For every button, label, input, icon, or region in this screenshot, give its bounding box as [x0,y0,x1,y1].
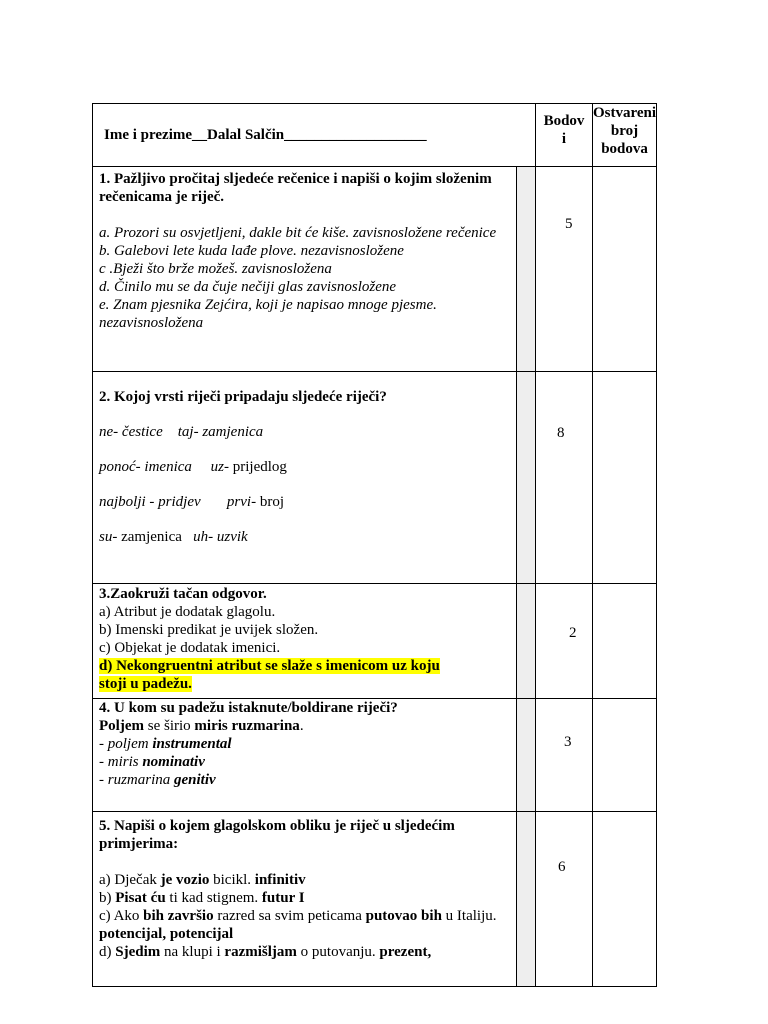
word-pair-line: najbolji - pridjev prvi- broj [99,494,284,510]
question-row [93,584,657,699]
points-column-header [536,104,593,167]
question-title: 5. Napiši o kojem glagolskom obliku je riječ u sljedećim primjerima: [99,818,455,852]
option-line: c) Objekat je dodatak imenici. [99,640,281,656]
example-line: a) Dječak je vozio bicikl. infinitiv [99,872,306,888]
selected-answer: d) Nekongruentni atribut se slaže s imenicom uz koju [99,658,440,674]
points-value: 3 [564,734,572,750]
achieved-header-line: Ostvareni [593,105,657,121]
spacer-cell [517,699,536,812]
points-cell [536,812,593,987]
points-value: 2 [569,625,577,641]
answer-line: - ruzmarina genitiv [99,772,216,788]
achieved-header-line: broj [610,123,639,139]
answer-line: c .Bježi što brže možeš. zavisnosložena [99,261,332,277]
word-pair-line: ponoć- imenica uz- prijedlog [99,459,287,475]
answer-line: e. Znam pjesnika Zejćira, koji je napisao mnoge pjesme. nezavisnosložena [99,297,437,331]
answer-line: a. Prozori su osvjetljeni, dakle bit će kiše. zavisnosložene rečenice [99,225,497,241]
question-row [93,372,657,584]
points-value: 8 [557,425,565,441]
student-name: Ime i prezime__Dalal Salčin___________________ [93,104,536,167]
word-pair-line: su- zamjenica uh- uzvik [99,529,248,545]
answer-line: d. Činilo mu se da čuje nečiji glas zavisnosložene [99,279,397,295]
question-title: 2. Kojoj vrsti riječi pripadaju sljedeće riječi? [99,389,387,405]
points-cell [536,699,593,812]
achieved-points-cell[interactable] [593,699,657,812]
question-title: 1. Pažljivo pročitaj sljedeće rečenice i napiši o kojim složenim rečenicama je riječ. [99,171,492,205]
points-cell [536,584,593,699]
word-pair-line: ne- čestice taj- zamjenica [99,424,264,440]
question-row [93,167,657,372]
spacer-cell [517,584,536,699]
question-row [93,812,657,987]
points-header-line: i [561,131,567,147]
question-1 [93,167,517,372]
achieved-points-cell[interactable] [593,372,657,584]
example-line: c) Ako bih završio razred sa svim peticama putovao bih u Italiju. [99,908,497,924]
spacer-cell [517,372,536,584]
achieved-points-cell[interactable] [593,167,657,372]
spacer-cell [517,812,536,987]
answer-line: b. Galebovi lete kuda lađe plove. nezavisnosložene [99,243,404,259]
example-sentence: Poljem se širio miris ruzmarina. [99,718,304,734]
question-title: 4. U kom su padežu istaknute/boldirane riječi? [99,700,398,716]
points-value: 6 [558,859,566,875]
example-line: b) Pisat ću ti kad stignem. futur I [99,890,305,906]
points-cell [536,372,593,584]
selected-answer: stoji u padežu. [99,676,192,692]
answer-line: - poljem instrumental [99,736,232,752]
points-value: 5 [565,216,573,232]
question-4 [93,699,517,812]
header-row [93,104,657,167]
question-title: 3.Zaokruži tačan odgovor. [99,586,267,602]
option-line: b) Imenski predikat je uvijek složen. [99,622,319,638]
achieved-header-line: bodova [601,141,648,157]
quiz-table [92,103,657,987]
points-header-line: Bodov [543,113,585,129]
question-2 [93,372,517,584]
achieved-points-cell[interactable] [593,812,657,987]
example-line: d) Sjedim na klupi i razmišljam o putovanju. prezent, [99,944,432,960]
option-line: a) Atribut je dodatak glagolu. [99,604,276,620]
achieved-column-header [593,104,657,167]
points-cell [536,167,593,372]
answer-line: - miris nominativ [99,754,205,770]
achieved-points-cell[interactable] [593,584,657,699]
question-3 [93,584,517,699]
spacer-cell [517,167,536,372]
question-5 [93,812,517,987]
answer-line: potencijal, potencijal [99,926,234,942]
question-row [93,699,657,812]
